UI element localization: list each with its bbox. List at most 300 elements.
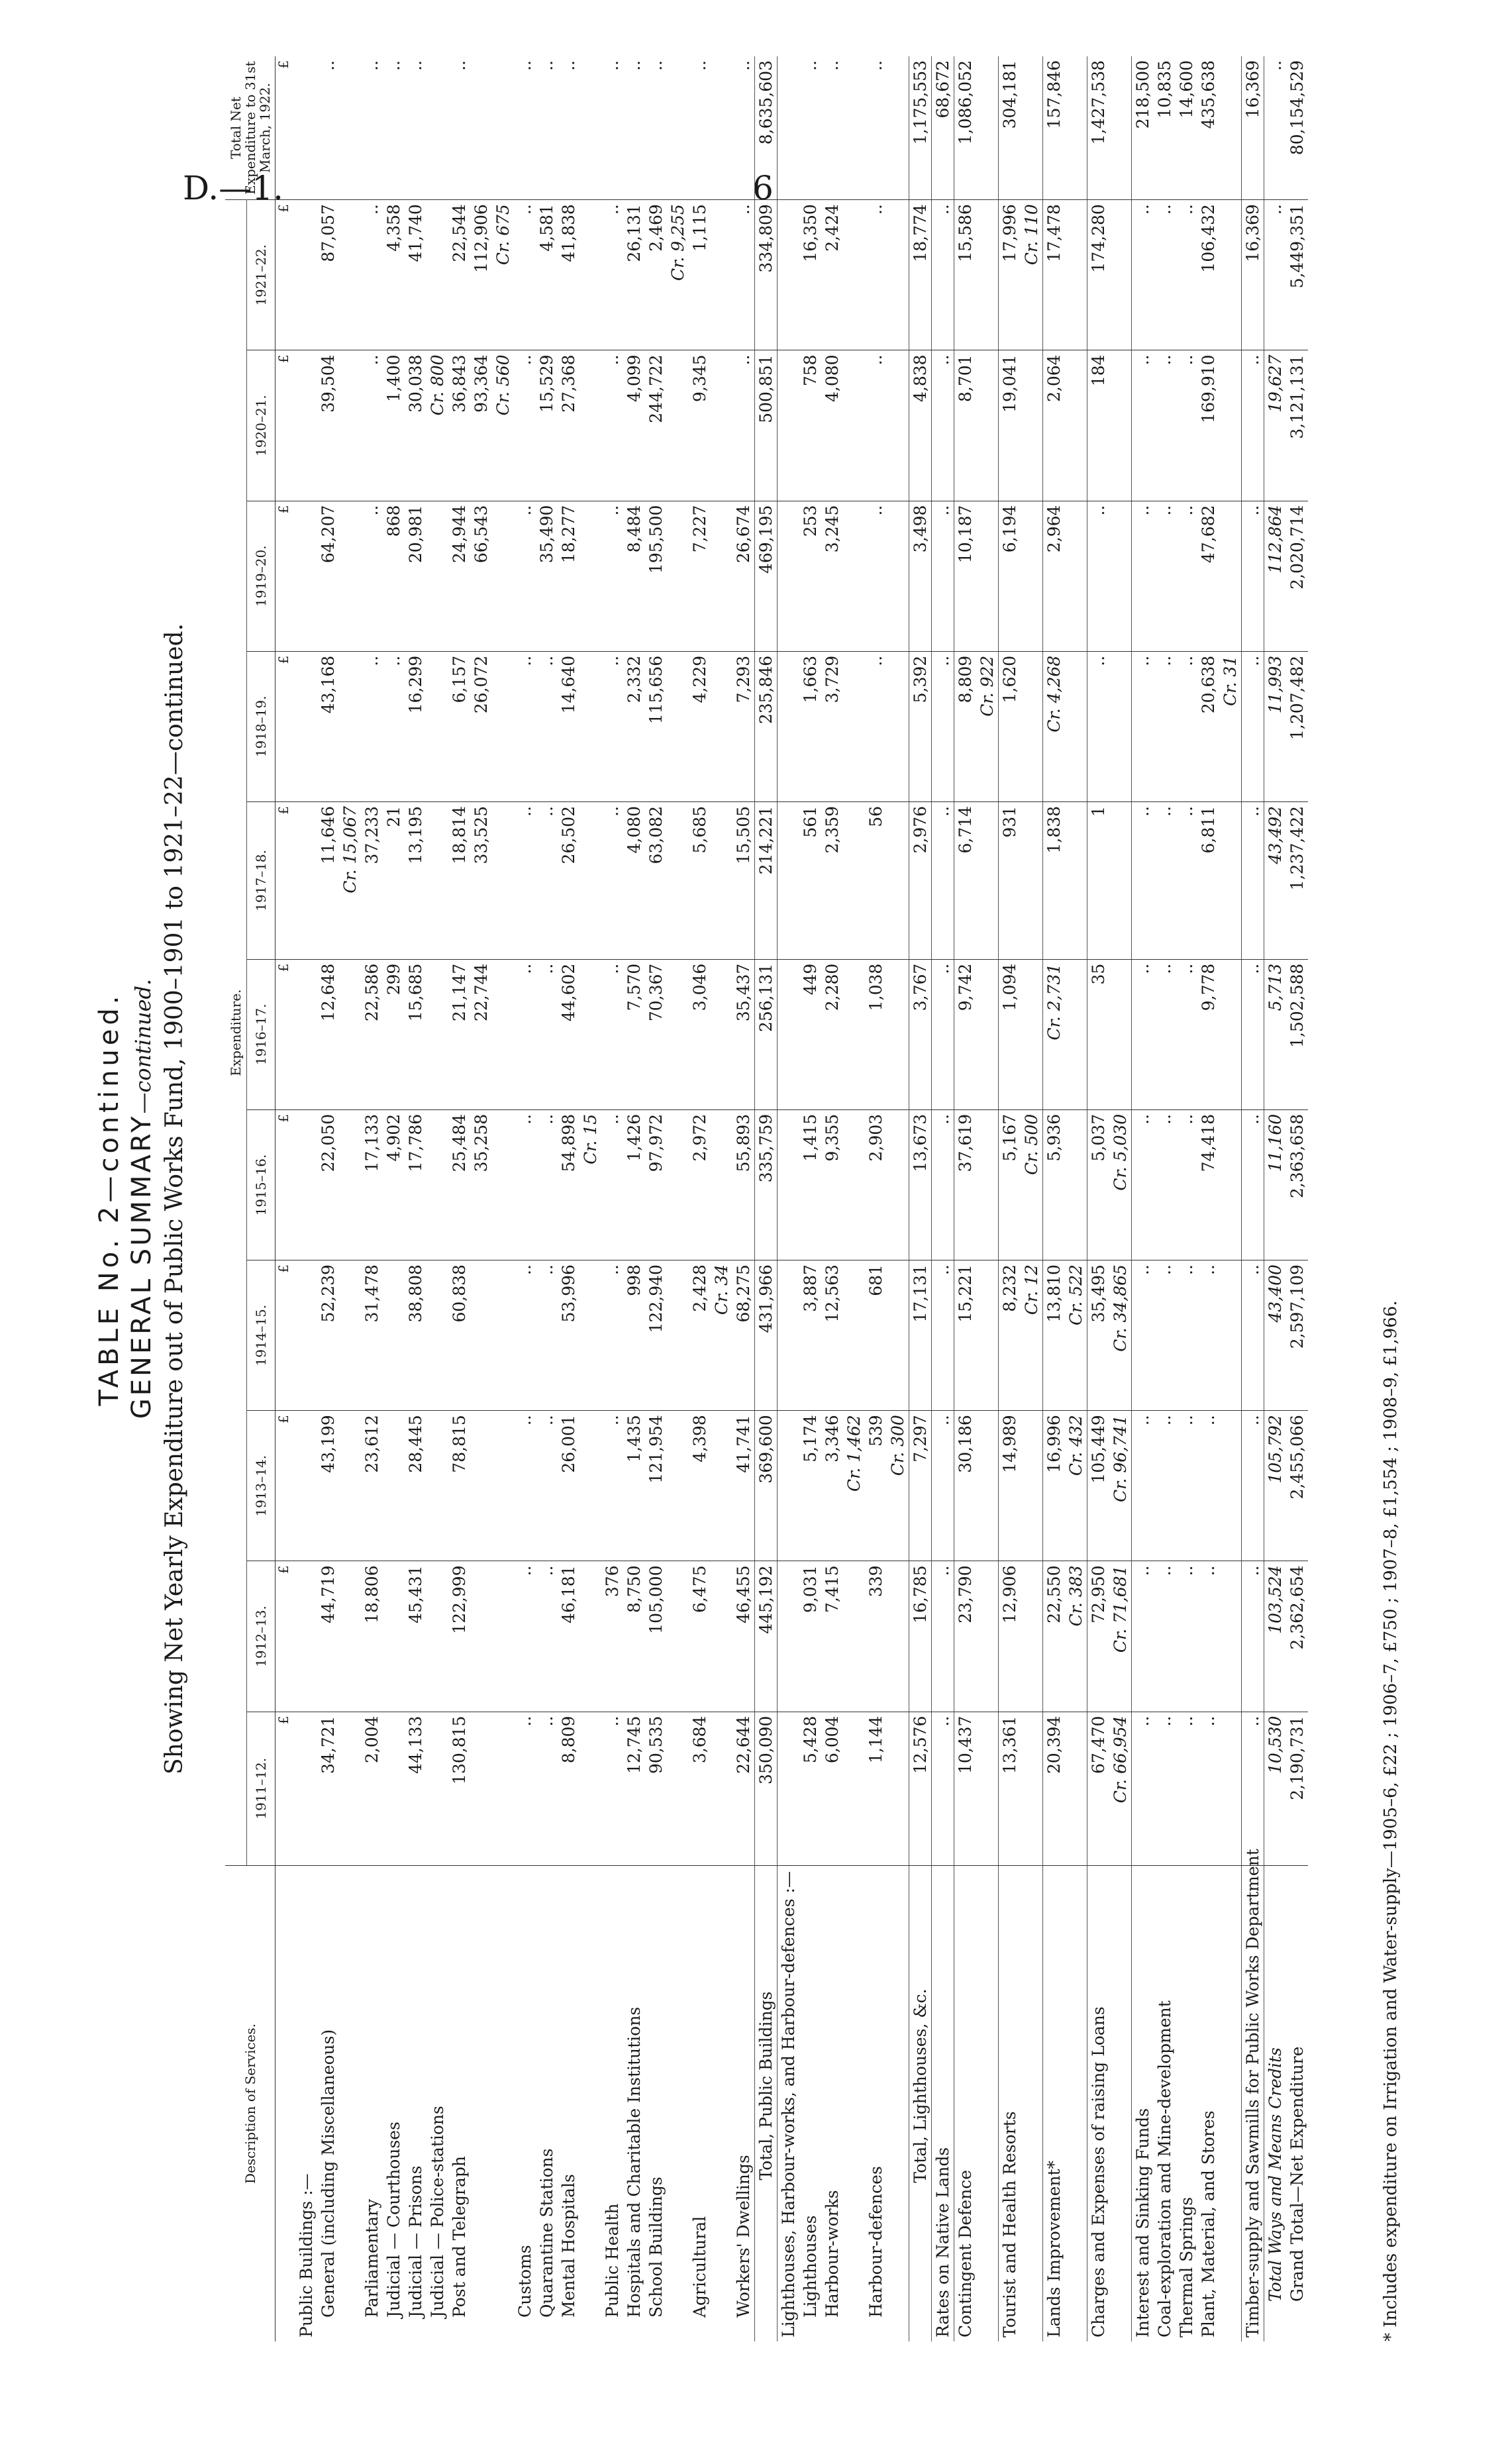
year-value: [976, 1712, 999, 1865]
year-value: Cr. 34,865: [1109, 1260, 1132, 1411]
year-value: 7,227: [689, 501, 711, 651]
table-row: [1197, 56, 1219, 2341]
year-value: 931: [999, 801, 1021, 959]
row-description: Customs: [515, 2245, 534, 2318]
year-value: [295, 801, 317, 959]
row-description: Parliamentary: [362, 2198, 381, 2318]
year-value: ..: [1154, 501, 1176, 651]
year-value: [778, 1411, 800, 1561]
year-value: 7,570: [623, 959, 645, 1109]
year-value: 22,050: [317, 1109, 339, 1260]
row-description: Judicial — Prisons: [406, 2165, 425, 2318]
year-value: 2,362,654: [1286, 1561, 1308, 1712]
year-value: 15,529: [536, 350, 558, 501]
year-value: 34,721: [317, 1712, 339, 1865]
year-value: [778, 801, 800, 959]
year-value: [843, 1712, 865, 1865]
year-value: [339, 1712, 361, 1865]
year-value: 1,094: [999, 959, 1021, 1109]
year-value: 2,964: [1043, 501, 1066, 651]
year-value: 561: [799, 801, 821, 959]
total-value: ..: [383, 56, 405, 200]
year-value: 93,364: [470, 350, 492, 501]
table-row: [1264, 56, 1287, 2341]
year-value: ..: [361, 501, 383, 651]
year-header: 1919–20.: [247, 501, 276, 651]
year-value: [383, 1260, 405, 1411]
year-value: 9,778: [1197, 959, 1219, 1109]
year-value: ..: [601, 501, 623, 651]
year-value: [339, 350, 361, 501]
year-value: ..: [1132, 801, 1154, 959]
year-value: Cr. 31: [1219, 651, 1242, 801]
year-value: ..: [536, 801, 558, 959]
row-description: Lighthouses: [801, 2215, 820, 2318]
year-value: 1: [1087, 801, 1110, 959]
table-row: [1109, 56, 1132, 2341]
year-value: 2,280: [821, 959, 843, 1109]
year-value: 11,646: [317, 801, 339, 959]
year-value: 369,600: [755, 1411, 778, 1561]
year-value: [1065, 801, 1087, 959]
year-value: 35,490: [536, 501, 558, 651]
year-value: 5,449,351: [1286, 200, 1308, 350]
total-value: [843, 56, 865, 200]
year-value: [1021, 1411, 1043, 1561]
year-value: ..: [1242, 1712, 1264, 1865]
row-description: [843, 1866, 865, 2342]
table-row: [755, 56, 778, 2341]
year-value: 539: [865, 1411, 887, 1561]
year-value: 4,838: [909, 350, 932, 501]
total-value: 80,154,529: [1286, 56, 1308, 200]
year-value: 8,701: [954, 350, 977, 501]
total-value: [492, 56, 514, 200]
year-value: ..: [1176, 1712, 1197, 1865]
table-row: [1176, 56, 1197, 2341]
currency-row: [276, 56, 296, 2341]
year-value: 376: [601, 1561, 623, 1712]
year-value: 19,627: [1264, 350, 1287, 501]
year-header: 1913–14.: [247, 1411, 276, 1561]
pound-sign: £: [276, 1561, 296, 1712]
total-value: 218,500: [1132, 56, 1154, 200]
total-value: ..: [821, 56, 843, 200]
year-value: ..: [1132, 1712, 1154, 1865]
year-value: 17,478: [1043, 200, 1066, 350]
year-value: [778, 959, 800, 1109]
year-value: [1109, 350, 1132, 501]
year-value: 90,535: [645, 1712, 667, 1865]
table-row: [954, 56, 977, 2341]
year-value: 44,602: [558, 959, 579, 1109]
year-value: 9,742: [954, 959, 977, 1109]
year-value: [339, 959, 361, 1109]
year-value: 469,195: [755, 501, 778, 651]
year-value: [295, 959, 317, 1109]
table-row: [579, 56, 601, 2341]
year-value: ..: [514, 1109, 536, 1260]
year-value: 10,437: [954, 1712, 977, 1865]
year-value: Cr. 675: [492, 200, 514, 350]
year-value: [427, 1411, 448, 1561]
year-value: ..: [1154, 801, 1176, 959]
year-value: Cr. 12: [1021, 1260, 1043, 1411]
year-value: [843, 1561, 865, 1712]
year-value: 2,597,109: [1286, 1260, 1308, 1411]
year-value: 25,484: [448, 1109, 470, 1260]
year-header: 1921–22.: [247, 200, 276, 350]
year-value: ..: [932, 501, 954, 651]
year-value: [492, 1712, 514, 1865]
year-value: [1065, 959, 1087, 1109]
year-value: [492, 1260, 514, 1411]
year-value: 39,504: [317, 350, 339, 501]
year-value: [1065, 200, 1087, 350]
year-value: [843, 350, 865, 501]
year-value: 2,332: [623, 651, 645, 801]
table-row: [689, 56, 711, 2341]
year-value: 23,790: [954, 1561, 977, 1712]
year-value: ..: [1242, 1260, 1264, 1411]
year-header: 1911–12.: [247, 1712, 276, 1865]
table-row: [976, 56, 999, 2341]
year-value: ..: [865, 651, 887, 801]
year-value: 22,544: [448, 200, 470, 350]
year-value: [887, 501, 909, 651]
year-value: 130,815: [448, 1712, 470, 1865]
year-value: 8,750: [623, 1561, 645, 1712]
total-value: [667, 56, 689, 200]
year-value: ..: [536, 1712, 558, 1865]
year-value: ..: [514, 1411, 536, 1561]
year-value: ..: [1154, 1561, 1176, 1712]
year-value: [1065, 1712, 1087, 1865]
row-description: Mental Hospitals: [559, 2174, 578, 2318]
row-description: Judicial — Courthouses: [384, 2122, 403, 2318]
year-value: Cr. 2,731: [1043, 959, 1066, 1109]
pound-sign: £: [276, 1712, 296, 1865]
year-value: [579, 1561, 601, 1712]
row-description: Lands Improvement*: [1043, 1866, 1066, 2342]
row-description: [1065, 1866, 1087, 2342]
year-value: ..: [1176, 801, 1197, 959]
year-value: ..: [1132, 200, 1154, 350]
year-value: 22,744: [470, 959, 492, 1109]
year-value: 13,673: [909, 1109, 932, 1260]
pound-sign: £: [276, 801, 296, 959]
year-value: 105,792: [1264, 1411, 1287, 1561]
year-value: [778, 501, 800, 651]
year-value: [470, 1712, 492, 1865]
year-value: [843, 801, 865, 959]
year-value: ..: [932, 1712, 954, 1865]
year-value: ..: [536, 959, 558, 1109]
total-value: [711, 56, 732, 200]
year-value: 18,277: [558, 501, 579, 651]
year-value: 30,186: [954, 1411, 977, 1561]
year-value: [579, 1260, 601, 1411]
year-value: ..: [1132, 1109, 1154, 1260]
table-row: [778, 56, 800, 2341]
year-value: 16,350: [799, 200, 821, 350]
year-value: 20,638: [1197, 651, 1219, 801]
year-value: 195,500: [645, 501, 667, 651]
year-value: 244,722: [645, 350, 667, 501]
total-value: [1109, 56, 1132, 200]
row-description: Public Health: [603, 2203, 622, 2318]
year-value: 10,530: [1264, 1712, 1287, 1865]
year-value: 35: [1087, 959, 1110, 1109]
year-value: [427, 501, 448, 651]
year-value: [887, 1260, 909, 1411]
year-value: 431,966: [755, 1260, 778, 1411]
year-value: ..: [1132, 350, 1154, 501]
year-value: 11,160: [1264, 1109, 1287, 1260]
year-value: [711, 501, 732, 651]
total-value: [1065, 56, 1087, 200]
year-value: 18,774: [909, 200, 932, 350]
year-value: 27,368: [558, 350, 579, 501]
year-value: Cr. 500: [1021, 1109, 1043, 1260]
total-value: 10,835: [1154, 56, 1176, 200]
total-value: ..: [799, 56, 821, 200]
total-value: ..: [732, 56, 755, 200]
table-row: [1021, 56, 1043, 2341]
year-value: 21,147: [448, 959, 470, 1109]
table-row: [1286, 56, 1308, 2341]
year-value: ..: [1176, 1109, 1197, 1260]
year-value: [1219, 801, 1242, 959]
year-value: [1065, 350, 1087, 501]
year-value: [843, 1109, 865, 1260]
year-value: 8,484: [623, 501, 645, 651]
expenditure-table: [225, 56, 1308, 2341]
year-value: [778, 1712, 800, 1865]
year-value: 26,674: [732, 501, 755, 651]
year-value: 43,168: [317, 651, 339, 801]
row-description: [579, 1866, 601, 2342]
year-value: 10,187: [954, 501, 977, 651]
year-value: 17,786: [405, 1109, 427, 1260]
year-value: 15,221: [954, 1260, 977, 1411]
year-value: [295, 350, 317, 501]
year-header: 1918–19.: [247, 651, 276, 801]
year-value: [667, 350, 689, 501]
year-value: 299: [383, 959, 405, 1109]
year-value: 15,586: [954, 200, 977, 350]
table-row: [932, 56, 954, 2341]
year-value: 2,064: [1043, 350, 1066, 501]
year-value: 87,057: [317, 200, 339, 350]
year-value: 6,194: [999, 501, 1021, 651]
year-value: 7,293: [732, 651, 755, 801]
total-value: ..: [536, 56, 558, 200]
year-value: ..: [1197, 1561, 1219, 1712]
year-value: [295, 501, 317, 651]
year-value: 169,910: [1197, 350, 1219, 501]
year-value: ..: [601, 801, 623, 959]
total-value: [427, 56, 448, 200]
year-value: 41,741: [732, 1411, 755, 1561]
year-value: 22,550: [1043, 1561, 1066, 1712]
year-header: 1917–18.: [247, 801, 276, 959]
year-value: [295, 200, 317, 350]
year-value: 19,041: [999, 350, 1021, 501]
year-value: 1,144: [865, 1712, 887, 1865]
year-value: 43,492: [1264, 801, 1287, 959]
year-value: 28,445: [405, 1411, 427, 1561]
year-value: [667, 1561, 689, 1712]
year-value: [887, 651, 909, 801]
year-value: [427, 1260, 448, 1411]
year-value: [887, 1712, 909, 1865]
year-value: 26,131: [623, 200, 645, 350]
year-value: [887, 1109, 909, 1260]
year-value: ..: [1087, 501, 1110, 651]
year-header: 1912–13.: [247, 1561, 276, 1712]
year-value: [1219, 1109, 1242, 1260]
year-value: [711, 651, 732, 801]
year-value: [976, 350, 999, 501]
year-value: 63,082: [645, 801, 667, 959]
total-value: 16,369: [1242, 56, 1264, 200]
year-value: [295, 1109, 317, 1260]
year-value: [667, 959, 689, 1109]
year-value: [1021, 501, 1043, 651]
year-value: 1,838: [1043, 801, 1066, 959]
year-value: [1021, 959, 1043, 1109]
total-value: 1,175,553: [909, 56, 932, 200]
year-value: [843, 200, 865, 350]
year-value: Cr. 432: [1065, 1411, 1087, 1561]
table-row: [1043, 56, 1066, 2341]
total-value: 14,600: [1176, 56, 1197, 200]
year-value: [1219, 1712, 1242, 1865]
year-value: 3,729: [821, 651, 843, 801]
year-value: 115,656: [645, 651, 667, 801]
year-value: 12,563: [821, 1260, 843, 1411]
year-value: [711, 959, 732, 1109]
year-value: 4,099: [623, 350, 645, 501]
table-row: [383, 56, 405, 2341]
pound-sign: £: [276, 56, 296, 200]
year-value: 44,133: [405, 1712, 427, 1865]
pound-sign: £: [276, 350, 296, 501]
table-row: [339, 56, 361, 2341]
year-value: 17,996: [999, 200, 1021, 350]
year-value: 53,996: [558, 1260, 579, 1411]
year-value: 2,455,066: [1286, 1411, 1308, 1561]
year-value: [778, 1561, 800, 1712]
year-value: 54,898: [558, 1109, 579, 1260]
pound-sign: £: [276, 501, 296, 651]
year-value: 74,418: [1197, 1109, 1219, 1260]
year-value: 1,502,588: [1286, 959, 1308, 1109]
year-value: [976, 501, 999, 651]
year-value: [1021, 651, 1043, 801]
row-description: Public Buildings :—: [297, 2173, 316, 2337]
year-value: 2,359: [821, 801, 843, 959]
table-row: [732, 56, 755, 2341]
year-value: 97,972: [645, 1109, 667, 1260]
year-value: 5,037: [1087, 1109, 1110, 1260]
year-value: [887, 959, 909, 1109]
total-value: 68,672: [932, 56, 954, 200]
year-value: [1219, 200, 1242, 350]
total-value: ..: [865, 56, 887, 200]
table-row: [1087, 56, 1110, 2341]
table-caption: Showing Net Yearly Expenditure out of Public Works Fund, 1900–1901 to 1921–22—continued.: [161, 623, 188, 1775]
table-row: [999, 56, 1021, 2341]
year-value: ..: [1242, 1109, 1264, 1260]
total-value: ..: [645, 56, 667, 200]
year-value: 7,415: [821, 1561, 843, 1712]
title-block: [93, 50, 219, 2348]
year-value: 5,685: [689, 801, 711, 959]
year-value: 26,502: [558, 801, 579, 959]
year-value: 35,258: [470, 1109, 492, 1260]
year-value: 67,470: [1087, 1712, 1110, 1865]
year-value: ..: [361, 200, 383, 350]
year-value: ..: [1132, 1260, 1154, 1411]
year-value: [667, 1260, 689, 1411]
year-value: ..: [601, 651, 623, 801]
year-value: 122,999: [448, 1561, 470, 1712]
year-value: [1219, 501, 1242, 651]
year-value: [492, 1411, 514, 1561]
row-description: School Buildings: [646, 2177, 666, 2318]
year-value: 23,612: [361, 1411, 383, 1561]
year-value: 12,648: [317, 959, 339, 1109]
year-value: 9,031: [799, 1561, 821, 1712]
year-value: 14,989: [999, 1411, 1021, 1561]
row-description: [976, 1866, 999, 2342]
year-value: [667, 1712, 689, 1865]
year-value: [295, 1712, 317, 1865]
year-value: ..: [1132, 1411, 1154, 1561]
year-value: ..: [1197, 1712, 1219, 1865]
year-value: 449: [799, 959, 821, 1109]
year-value: [470, 1561, 492, 1712]
year-value: 122,940: [645, 1260, 667, 1411]
year-value: [295, 651, 317, 801]
year-value: [711, 200, 732, 350]
year-value: 2,428: [689, 1260, 711, 1411]
year-value: Cr. 66,954: [1109, 1712, 1132, 1865]
table-row: [601, 56, 623, 2341]
year-value: 5,713: [1264, 959, 1287, 1109]
year-value: 64,207: [317, 501, 339, 651]
year-value: [339, 1109, 361, 1260]
year-value: ..: [1132, 1561, 1154, 1712]
year-value: Cr. 71,681: [1109, 1561, 1132, 1712]
year-value: ..: [361, 350, 383, 501]
year-value: Cr. 15: [579, 1109, 601, 1260]
row-description: Workers' Dwellings: [734, 2155, 753, 2318]
page-id: D.—1.: [183, 169, 283, 207]
year-value: ..: [601, 959, 623, 1109]
year-value: [383, 1411, 405, 1561]
year-value: [579, 959, 601, 1109]
year-value: ..: [514, 1712, 536, 1865]
year-value: 43,400: [1264, 1260, 1287, 1411]
year-value: ..: [514, 959, 536, 1109]
year-value: [1109, 200, 1132, 350]
year-value: [778, 1260, 800, 1411]
year-value: [492, 651, 514, 801]
year-value: [492, 1561, 514, 1712]
